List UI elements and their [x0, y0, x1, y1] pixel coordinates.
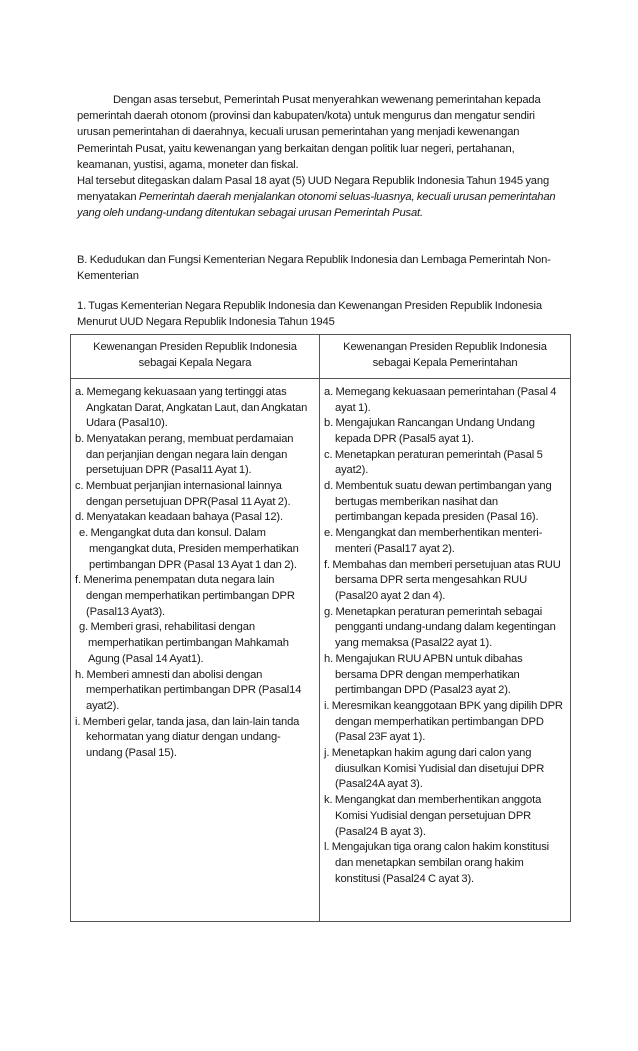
list-item: g. Menetapkan peraturan pemerintah sebagai pengganti undang-undang dalam kegentingan yang memaksa (Pasal22 ayat 1). — [324, 605, 556, 650]
table-body-row — [71, 378, 571, 921]
legal-quote: Pemerintah daerah menjalankan otonomi seluas-luasnya, kecuali urusan pemerintahan yang oleh undang-undang ditentukan sebagai urusan Pemerintah Pusat. — [77, 191, 556, 220]
section-b-title: B. Kedudukan dan Fungsi Kementerian Negara Republik Indonesia dan Lembaga Pemerintah Non-Kementerian — [77, 253, 551, 282]
authority-table — [70, 334, 571, 921]
list-item: l. Mengajukan tiga orang calon hakim konstitusi dan menetapkan sembilan orang hakim konstitusi (Pasal24 C ayat 3). — [324, 841, 550, 885]
head-of-government-cell — [320, 378, 571, 921]
table-header-row — [71, 335, 571, 378]
list-item: b. Menyatakan perang, membuat perdamaian dan perjanjian dengan negara lain dengan persetujuan DPR (Pasal11 Ayat 1). — [75, 432, 294, 477]
list-item: a. Memegang kekuasaan pemerintahan (Pasal 4 ayat 1). — [324, 385, 557, 414]
list-item: c. Membuat perjanjian internasional lainnya dengan persetujuan DPR(Pasal 11 Ayat 2). — [75, 480, 291, 508]
list-item: h. Memberi amnesti dan abolisi dengan memperhatikan pertimbangan DPR (Pasal14 ayat2). — [75, 668, 302, 712]
list-item: f. Menerima penempatan duta negara lain dengan memperhatikan pertimbangan DPR (Pasal13 Ayat3). — [75, 574, 295, 618]
legal-basis-paragraph — [77, 173, 567, 222]
list-item: j. Menetapkan hakim agung dari calon yang diusulkan Komisi Yudisial dan disetujui DPR (Pasal24A ayat 3). — [324, 747, 545, 791]
header-head-of-government: Kewenangan Presiden Republik Indonesia sebagai Kepala Pemerintahan — [320, 335, 571, 378]
list-item: k. Mengangkat dan memberhentikan anggota Komisi Yudisial dengan persetujuan DPR (Pasal24 B ayat 3). — [324, 794, 542, 838]
head-of-government-list — [324, 385, 564, 888]
list-item: a. Memegang kekuasaan yang tertinggi atas Angkatan Darat, Angkatan Laut, dan Angkatan Udara (Pasal10). — [75, 385, 308, 430]
intro-paragraph — [77, 92, 567, 173]
list-item: d. Menyatakan keadaan bahaya (Pasal 12). — [75, 511, 283, 524]
list-item: g. Memberi grasi, rehabilitasi dengan memperhatikan pertimbangan Mahkamah Agung (Pasal 14 Ayat1). — [79, 621, 289, 665]
legal-basis-text: Hal tersebut ditegaskan dalam Pasal 18 ayat (5) UUD Negara Republik Indonesia Tahun 1945 yang menyatakan — [77, 175, 550, 204]
list-item: e. Mengangkat duta dan konsul. Dalam mengangkat duta, Presiden memperhatikan pertimbangan DPR (Pasal 13 Ayat 1 dan 2). — [79, 527, 299, 571]
head-of-state-list — [75, 385, 313, 762]
head-of-state-cell — [71, 378, 320, 921]
list-item: e. Mengangkat dan memberhentikan menteri-menteri (Pasal17 ayat 2). — [324, 527, 543, 555]
intro-text: Dengan asas tersebut, Pemerintah Pusat menyerahkan wewenang pemerintahan kepada pemerintah daerah otonom (provinsi dan kabupaten/kota) untuk mengurus dan mengatur sendiri urusan pemerintahan di daerahnya, kecuali urusan pemerintahan yang menjadi kewenangan Pemerintah Pusat, yaitu kewenangan yang berkaitan dengan politik luar negeri, pertahanan, keamanan, yustisi, agama, moneter dan fiskal. — [77, 94, 541, 171]
header-head-of-state: Kewenangan Presiden Republik Indonesia sebagai Kepala Negara — [71, 335, 320, 378]
subsection-1-title: 1. Tugas Kementerian Negara Republik Indonesia dan Kewenangan Presiden Republik Indonesia Menurut UUD Negara Republik Indonesia Tahun 1945 — [77, 300, 542, 329]
list-item: h. Mengajukan RUU APBN untuk dibahas bersama DPR dengan memperhatikan pertimbangan DPD (Pasal23 ayat 2). — [324, 652, 523, 697]
list-item: c. Menetapkan peraturan pemerintah (Pasal 5 ayat2). — [324, 448, 543, 477]
list-item: i. Meresmikan keanggotaan BPK yang dipilih DPR dengan memperhatikan pertimbangan DPD (Pasal 23F ayat 1). — [324, 699, 563, 744]
list-item: f. Membahas dan memberi persetujuan atas RUU bersama DPR serta mengesahkan RUU (Pasal20 ayat 2 dan 4). — [324, 558, 561, 602]
list-item: i. Memberi gelar, tanda jasa, dan lain-lain tanda kehormatan yang diatur dengan undang-undang (Pasal 15). — [75, 715, 300, 760]
list-item: d. Membentuk suatu dewan pertimbangan yang bertugas memberikan nasihat dan pertimbangan kepada presiden (Pasal 16). — [324, 480, 552, 524]
list-item: b. Mengajukan Rancangan Undang Undang kepada DPR (Pasal5 ayat 1). — [324, 417, 535, 445]
document-page — [77, 92, 567, 922]
